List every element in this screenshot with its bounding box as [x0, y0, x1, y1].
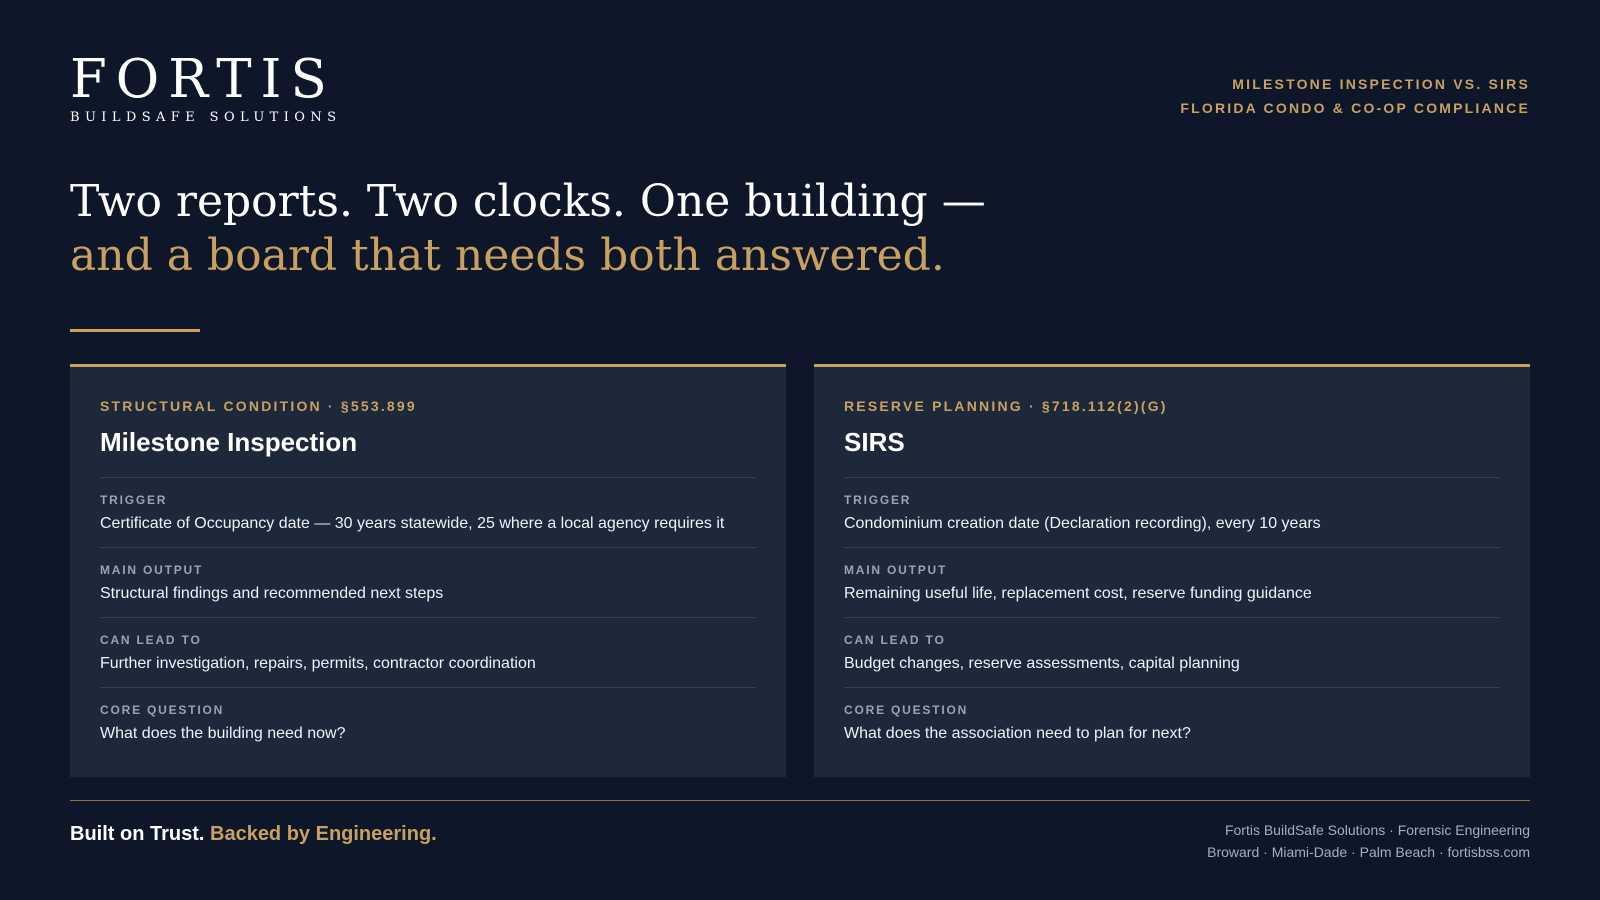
card-row-can-lead-to [100, 618, 756, 688]
row-label: MAIN OUTPUT [100, 563, 204, 577]
row-value: Further investigation, repairs, permits, contractor coordination [100, 655, 536, 672]
row-value: Structural findings and recommended next steps [100, 585, 444, 602]
brand-name: FORTIS [70, 49, 336, 110]
row-label: CAN LEAD TO [100, 633, 202, 647]
card-row-main-output [844, 548, 1500, 618]
brand-subtitle: BUILDSAFE SOLUTIONS [70, 110, 342, 125]
row-label: CORE QUESTION [100, 703, 225, 717]
footer-tagline [70, 821, 437, 847]
header [70, 49, 1530, 132]
row-value: Remaining useful life, replacement cost, reserve funding guidance [844, 585, 1312, 602]
card-milestone-inspection [70, 364, 786, 777]
card-eyebrow: RESERVE PLANNING · §718.112(2)(G) [844, 398, 1168, 414]
header-tag-scope: FLORIDA CONDO & CO-OP COMPLIANCE [1180, 100, 1530, 116]
footer-locations-line[interactable]: Broward · Miami-Dade · Palm Beach · fortisbss.com [1207, 844, 1530, 860]
footer-divider [70, 800, 1530, 801]
row-value: What does the association need to plan for next? [844, 725, 1191, 742]
row-label: TRIGGER [844, 493, 912, 507]
card-row-trigger [844, 478, 1500, 548]
card-row-main-output [100, 548, 756, 618]
header-tags [1180, 72, 1530, 120]
card-row-core-question [844, 688, 1500, 758]
tagline-part-1: Built on Trust. [70, 823, 205, 845]
header-tag-topic: MILESTONE INSPECTION VS. SIRS [1232, 76, 1530, 92]
card-row-core-question [100, 688, 756, 758]
row-value: Budget changes, reserve assessments, capital planning [844, 655, 1240, 672]
tagline-part-2: Backed by Engineering. [210, 823, 437, 845]
card-title: SIRS [844, 425, 1500, 478]
row-value: What does the building need now? [100, 725, 346, 742]
card-row-can-lead-to [844, 618, 1500, 688]
row-value: Certificate of Occupancy date — 30 years statewide, 25 where a local agency requires it [100, 515, 725, 532]
headline [70, 175, 986, 283]
accent-divider [70, 329, 200, 332]
row-label: TRIGGER [100, 493, 168, 507]
card-sirs [814, 364, 1530, 777]
row-value: Condominium creation date (Declaration recording), every 10 years [844, 515, 1321, 532]
row-label: CAN LEAD TO [844, 633, 946, 647]
brand-logo[interactable] [70, 49, 342, 125]
footer-company-line: Fortis BuildSafe Solutions · Forensic Engineering [1224, 822, 1530, 838]
headline-line-1: Two reports. Two clocks. One building — [70, 176, 986, 227]
card-eyebrow: STRUCTURAL CONDITION · §553.899 [100, 398, 417, 414]
card-row-trigger [100, 478, 756, 548]
comparison-cards [70, 364, 1530, 777]
headline-line-2: and a board that needs both answered. [70, 230, 945, 281]
footer-info [1207, 819, 1530, 863]
row-label: MAIN OUTPUT [844, 563, 948, 577]
row-label: CORE QUESTION [844, 703, 969, 717]
page [70, 0, 1530, 900]
card-title: Milestone Inspection [100, 425, 756, 478]
